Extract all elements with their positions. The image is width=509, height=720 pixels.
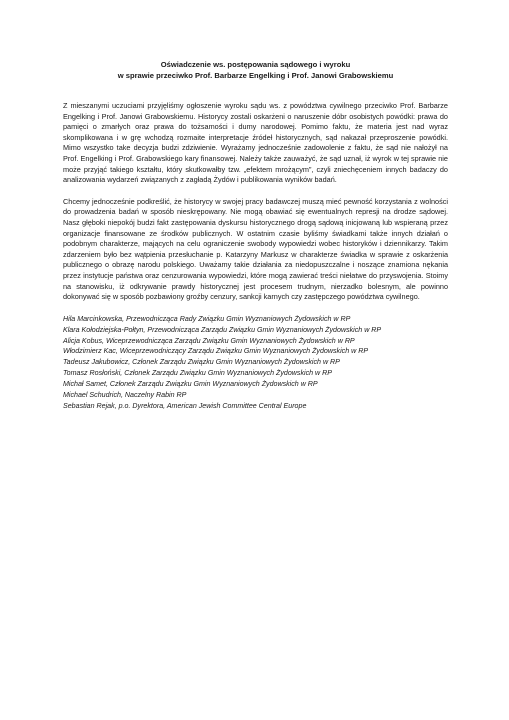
- signatory-line: Alicja Kobus, Wiceprzewodnicząca Zarządu Związku Gmin Wyznaniowych Żydowskich w RP: [63, 336, 355, 345]
- signatory-line: Michael Schudrich, Naczelny Rabin RP: [63, 391, 187, 400]
- signatory-line: Tomasz Rosłoński, Członek Zarządu Związku Gmin Wyznaniowych Żydowskich w RP: [63, 369, 332, 378]
- title-line-1: Oświadczenie ws. postępowania sądowego i wyroku: [160, 60, 351, 69]
- document-title: [63, 60, 448, 81]
- signatory-line: Klara Kołodziejska-Połtyn, Przewodnicząca Zarządu Związku Gmin Wyznaniowych Żydowskich w RP: [63, 325, 382, 334]
- signatory-line: Sebastian Rejak, p.o. Dyrektora, American Jewish Committee Central Europe: [63, 401, 307, 410]
- paragraph-2: Chcemy jednocześnie podkreślić, że historycy w swojej pracy badawczej muszą mieć pewność korzystania z wolności do prowadzenia badań w sposób nieskrępowany. Nie mogą obawiać się ewentualnych represji na drodze sądowej. Nasz głęboki niepokój budzi fakt zastępowania dyskursu historycznego drogą sądową inicjowaną lub wspieraną przez organizacje finansowane ze środków publicznych. W ostatnim czasie byliśmy świadkami także innych działań o podobnym charakterze, mających na celu ograniczenie swobody wypowiedzi wobec historyków i dziennikarzy. Takim zdarzeniem było bez wątpienia przesłuchanie p. Katarzyny Markusz w charakterze świadka w sprawie z oskarżenia publicznego o obrazę narodu polskiego. Uważamy takie działania za niedopuszczalne i noszące znamiona nękania przez instytucje państwa oraz cenzurowania wypowiedzi, które mogą zawierać treści niełatwe do przyswojenia. Stoimy na stanowisku, iż odkrywanie prawdy historycznej jest procesem trudnym, nierzadko bolesnym, ale powinno dokonywać się w sposób pozbawiony groźby cenzury, sankcji karnych czy zastępczego powództwa cywilnego.: [63, 196, 448, 302]
- paragraph-1: Z mieszanymi uczuciami przyjęliśmy ogłoszenie wyroku sądu ws. z powództwa cywilnego przeciwko Prof. Barbarze Engelking i Prof. Janowi Grabowskiemu. Historycy zostali oskarżeni o naruszenie dóbr osobistych powódki: prawa do pamięci o zmarłych oraz prawa do tożsamości i dumy narodowej. Pomimo faktu, że materia jest nad wyraz skomplikowana i w grę wchodzą rozmaite interpretacje źródeł historycznych, sąd nakazał przeproszenie powódki. Mimo wszystko take decyzja budzi zdziwienie. Wyrażamy jednocześnie zadowolenie z faktu, że sąd nie nałożył na Prof. Engelking i Prof. Grabowskiego kary finansowej. Należy także zauważyć, że sąd uznał, iż wyrok w tej sprawie nie może przyjąć takiego kształtu, który skutkowałby tzw. „efektem mrożącym”, czyli zniechęceniem innych badaczy do analizowania wydarzeń związanych z zagładą Żydów i publikowania wyników badań.: [63, 101, 448, 185]
- signatories-list: [63, 314, 448, 412]
- signatory-line: Włodzimierz Kac, Wiceprzewodniczący Zarządu Związku Gmin Wyznaniowych Żydowskich w RP: [63, 347, 369, 356]
- title-line-2: w sprawie przeciwko Prof. Barbarze Engelking i Prof. Janowi Grabowskiemu: [117, 70, 394, 80]
- signatory-line: Tadeusz Jakubowicz, Członek Zarządu Związku Gmin Wyznaniowych Żydowskich w RP: [63, 358, 340, 367]
- signatory-line: Hila Marcinkowska, Przewodnicząca Rady Związku Gmin Wyznaniowych Żydowskich w RP: [63, 314, 351, 323]
- document-content: [63, 60, 448, 412]
- signatory-line: Michał Samet, Członek Zarządu Związku Gmin Wyznaniowych Żydowskich w RP: [63, 380, 318, 389]
